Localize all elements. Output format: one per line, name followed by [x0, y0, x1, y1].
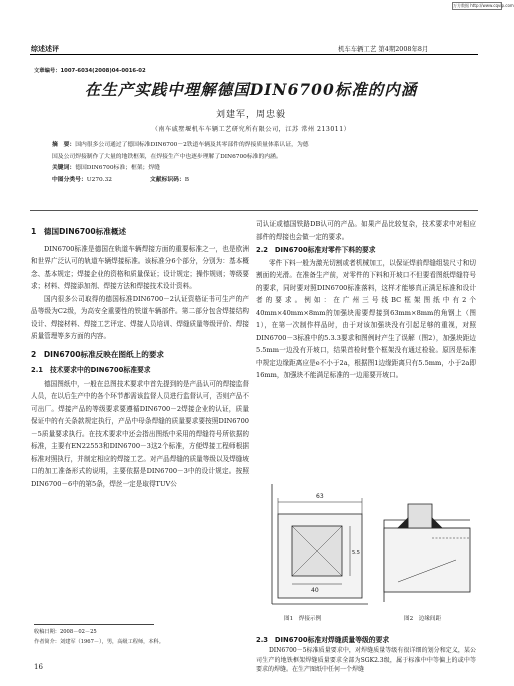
- text-line: 要求。: [328, 232, 349, 241]
- text-line: DIN6700－3这2个标准，方便焊接工程师根据标准: [31, 442, 249, 463]
- text-line: 焊接技术设计资料。: [136, 282, 196, 290]
- text-line: 基本规定；焊接企业的资格和质量保证；设计规定；: [44, 269, 197, 278]
- fig1-label-63: 63: [316, 493, 324, 500]
- text-line: 可出厂。焊接产品的等级要求要遵循DIN6700－2: [31, 404, 182, 413]
- keywords-label: 关键词：: [52, 165, 76, 171]
- doc-code-value: B: [184, 176, 190, 183]
- right-column-bottom: [256, 634, 476, 647]
- figure-area: [256, 464, 478, 634]
- text-line: 的要求，同时要对照DIN6700标准落料，这样才能: [256, 283, 409, 292]
- section-2-heading: 2 DIN6700标准反映在图纸上的要求: [31, 349, 165, 359]
- text-line: 国内很多公司取得的德国标准DIN6700－2认证: [44, 294, 188, 303]
- section-1-heading: 1 德国DIN6700标准概述: [31, 227, 127, 236]
- text-line: 焊接标准。该标准分6个部分，分别为：基本概念、: [31, 257, 250, 278]
- article-number: 文章编号：1007-6034(2008)04-0016-02: [34, 68, 146, 74]
- text-line: 焊接企业的认证，质量保证中的有关条款规定执行，: [31, 404, 250, 425]
- fig2-base-plate: [384, 528, 470, 592]
- text-line: 产品中母条焊缝的质量要求要按照DIN6700－5质: [31, 417, 249, 438]
- fig2-weld: [398, 518, 408, 528]
- source-stamp: 万方数据 http://www.cqvip.com: [453, 3, 514, 8]
- text-line: 起足够的重视，对照DIN6700－3标准中的5.3.3要: [256, 321, 476, 342]
- abstract-line-2: 国及公司焊接制作了大量的地铁框架，在焊接生产中也逐步理解了DIN6700标准的内涵。: [52, 153, 282, 160]
- abstract-block: [52, 140, 454, 186]
- text-line: 对照执行，并制定相应的焊接工艺。对产品焊缝的: [44, 454, 190, 463]
- text-line: 计、焊接材料、焊接工艺评定、焊接人员培训、焊缝质: [37, 319, 197, 328]
- fig1-label-55: 5.5: [352, 550, 360, 556]
- abstract-separator: [30, 210, 478, 211]
- section-1-paragraph-1: [31, 243, 249, 293]
- figure-2-caption: 图2 边缘间距: [404, 616, 442, 622]
- abstract-label: 摘 要：: [52, 142, 76, 148]
- text-line: 求和图例时产生了误解（图2），加强块距边5.5mm: [256, 333, 476, 354]
- classification-line: [52, 175, 454, 187]
- fig2-block: [408, 504, 432, 528]
- abstract-text-1: 国内很多公司通过了德国标准DIN6700－2铁道车辆及其零部件的焊接质量体系认证，为德: [75, 142, 309, 148]
- paper-title: 在生产实践中理解德国DIN6700标准的内涵: [84, 80, 418, 99]
- keywords-line: [52, 163, 454, 175]
- text-line: 有很详细的划分和定义，某公司生产的地铁框架焊: [256, 647, 476, 664]
- text-line: 要标准之一，也是欧洲和世界广泛认可的轨道车辆: [31, 244, 249, 265]
- figure-2-drawing: [384, 504, 470, 602]
- text-line: 复杂，技术要求中对相应部件的焊接也会做一定的: [256, 220, 476, 241]
- section-1-paragraph-2: [31, 293, 249, 343]
- text-line: DIN6700－5标准质量要求中，对焊缝质量等级: [269, 647, 398, 654]
- footnote-received: 收稿日期：2008－02－25: [34, 629, 97, 635]
- footnote-rule: [34, 624, 154, 625]
- section-2-1-heading: 2.1 技术要求中的DIN6700标准要求: [31, 366, 151, 374]
- right-column: [256, 218, 476, 382]
- text-line: 验。原因是标准中规定边缘距离应是e不小于2a，: [256, 346, 477, 367]
- text-line: 要依据是DIN6700－3中的设计规定。按照: [119, 467, 250, 475]
- text-line: 缝质量要求全部为SGK2.3级，属于标准中中等偏上: [311, 656, 452, 664]
- text-line: 焊缝符号所依据的标准，主要有EN22553和: [31, 429, 250, 450]
- continued-paragraph: [256, 218, 476, 243]
- fig2-weld: [432, 518, 442, 528]
- text-line: 前，对零件的下料和开坡口不但要看图纸焊缝符号: [329, 271, 476, 279]
- section-2-2-heading: 2.2 DIN6700标准对零件下料的要求: [256, 246, 376, 254]
- section-2-3-paragraph: [256, 646, 476, 675]
- text-line: DIN6700标准是德国在轨道车辆焊接方面的重: [44, 244, 182, 253]
- figure-drawings: [256, 464, 478, 614]
- clc-value: U270.32: [86, 176, 112, 183]
- page-number: 16: [34, 663, 43, 671]
- header-rule: [30, 54, 478, 55]
- text-line: 加强块不能满足标准的一边需要开坡口。: [283, 371, 403, 379]
- text-line: 个环节都需该监督人员进行监督认可，否则产品不: [103, 392, 249, 400]
- text-line: 够真正满足标准和设计者的要求。例如：在广州三: [256, 283, 476, 304]
- text-line: DIN6700－6中的第5条，焊丝一定是取得TUV公: [31, 479, 177, 488]
- journal-issue-label: 机车车辆工艺 第4期2008年8月: [338, 45, 429, 53]
- text-line: 的是产品认可的焊接监督人员，在以后生产中的各: [31, 379, 250, 400]
- section-2-3-body: [256, 646, 476, 675]
- text-line: 德国图纸中，一般在总图技术要求中首先提到: [44, 379, 177, 388]
- left-column: [31, 226, 249, 490]
- text-line: 零件下料一般为激光切割或者机械加工，以保: [269, 258, 403, 267]
- text-line: 证焊前焊缝组装尺寸和切割面的光滑。在准备生产: [256, 258, 477, 279]
- section-2-1-paragraph: [31, 378, 249, 491]
- section-2-3-heading: 2.3 DIN6700标准对焊缝质量等级的要求: [256, 636, 390, 644]
- figure-1-drawing: [272, 484, 368, 604]
- paper-authors: 刘建军，周忠毅: [215, 110, 286, 120]
- paper-affiliation: （南车戚墅堰机车车辆工艺研究所有限公司，江苏 常州 213011）: [151, 126, 351, 133]
- text-line: 的或中等要求的焊缝。在生产图纸中任何一个焊缝: [256, 656, 476, 673]
- footnote-author-bio: 作者简介：刘建军（1967－），男，高级工程师，本科。: [34, 639, 164, 645]
- figure-1-caption: 图1 焊接示例: [284, 616, 322, 622]
- text-line: 量要求执行。在技术要求中还会指出图纸中采用的: [48, 429, 196, 438]
- text-line: 操作规则；等级要求；材料、焊接添加剂、焊接方法和: [31, 269, 250, 290]
- text-line: 要性的铁道车辆部件。第二部分包含焊接结构设: [31, 307, 249, 328]
- doc-code-label: 文献标识码：: [149, 176, 185, 183]
- text-line: 司认证或德国铁路DB认可的产品。如果产品比较: [256, 220, 402, 228]
- abstract-line-1: [52, 140, 454, 152]
- text-line: 一边没有开坡口，结果首检时整个框架没有通过检: [279, 346, 429, 354]
- clc-label: 中图分类号：: [52, 176, 87, 183]
- text-line: 1），在第一次制作样品时，由于对该加强块没有引: [256, 321, 413, 329]
- text-line: 质量等级以及焊缝坡口的加工准备形式的说明，主: [31, 454, 250, 475]
- text-line: 资格证书可生产的产品等级为C2级，为高安全重: [31, 294, 250, 315]
- section-2-2-paragraph: [256, 257, 476, 382]
- text-line: 量等级评价、焊接质量管理等多方面的内容。: [31, 319, 250, 340]
- text-line: 的加强块需要焊接到63mm×8mm的角钢上（图: [325, 308, 476, 317]
- text-line: 根据图1边缘距离只有5.5mm，小于2a即16mm，: [256, 358, 476, 379]
- text-line: 号线BC框架图纸中有2个40mm×40mm×8mm: [256, 296, 476, 317]
- keywords-text: 德国DIN6700标准；框架；焊缝: [75, 165, 160, 171]
- journal-section-label: 综述述评: [31, 45, 59, 53]
- fig1-label-40: 40: [311, 587, 319, 594]
